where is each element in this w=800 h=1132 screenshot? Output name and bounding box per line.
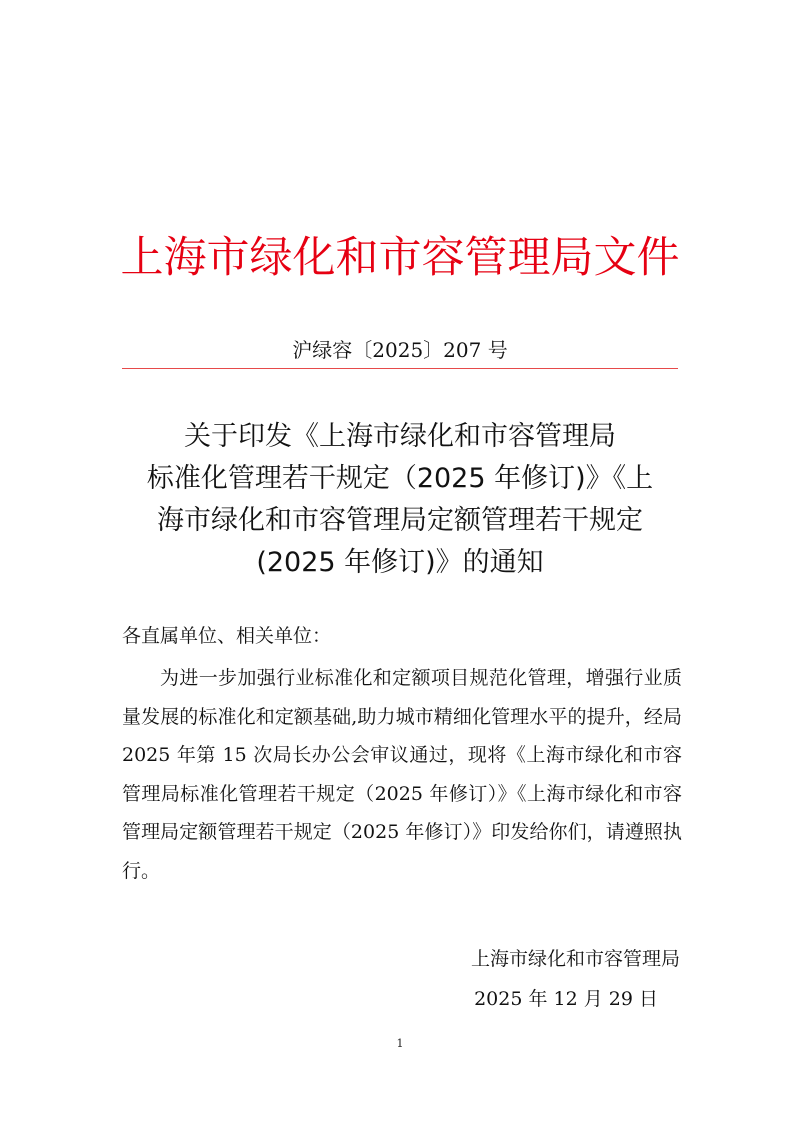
body-paragraph: 为进一步加强行业标准化和定额项目规范化管理，增强行业质量发展的标准化和定额基础,助力城市精细化管理水平的提升，经局 2025 年第 15 次局长办公会审议通过，现将《上海市绿化和市容管理局标准化管理若干规定（2025 年修订）》《上海市绿化和市容管理局定额管理若干规定（2025 年修订）》印发给你们，请遵照执行。 (122, 667, 682, 882)
title-line: 关于印发《上海市绿化和市容管理局 (184, 421, 616, 452)
page-number: 1 (396, 1037, 404, 1050)
document-title (120, 416, 680, 584)
title-line: 标准化管理若干规定（2025 年修订)》《上 (146, 463, 654, 494)
salutation: 各直属单位、相关单位： (122, 625, 332, 647)
masthead-title: 上海市绿化和市容管理局文件 (120, 233, 680, 283)
title-line: 海市绿化和市容管理局定额管理若干规定 (157, 505, 643, 536)
document-number: 沪绿容〔2025〕207 号 (292, 338, 508, 362)
signature-date: 2025 年 12 月 29 日 (474, 988, 658, 1010)
signature-organization: 上海市绿化和市容管理局 (470, 948, 680, 970)
title-line: (2025 年修订)》的通知 (256, 547, 544, 578)
red-divider-line (122, 368, 678, 369)
